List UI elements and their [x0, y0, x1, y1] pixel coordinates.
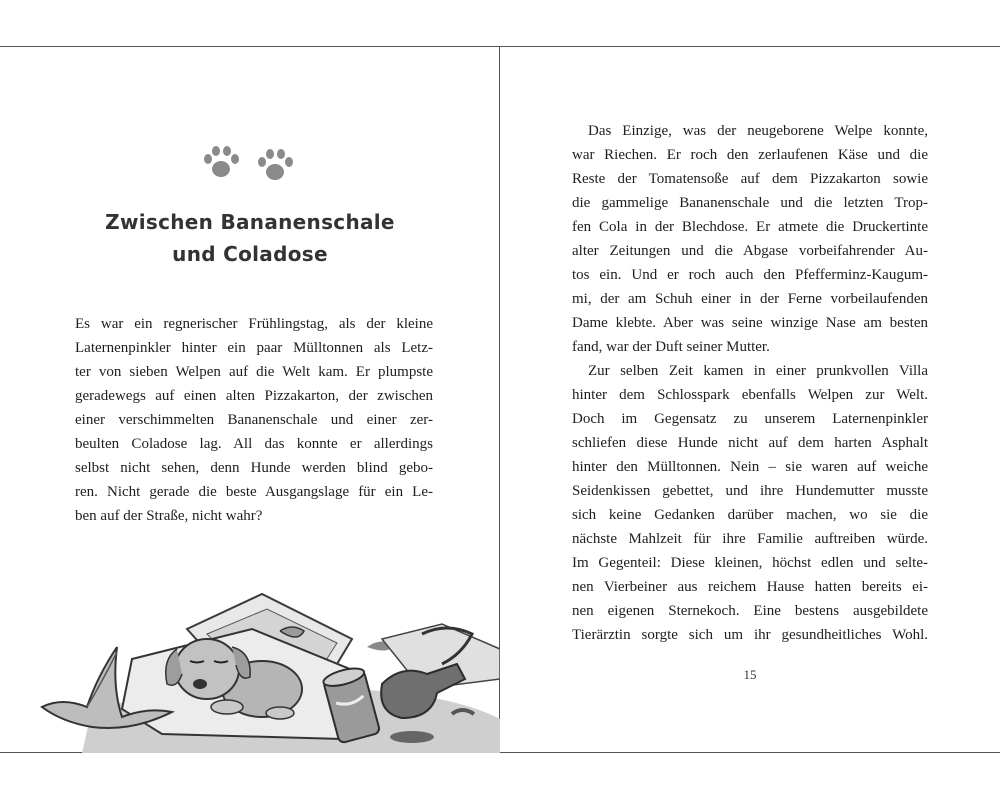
text-line: Laternenpinkler hinter ein paar Mülltonnen als Letz- [75, 340, 433, 356]
book-spread [0, 46, 1000, 753]
text-line: ter von sieben Welpen auf die Welt kam. Er plumpste [75, 364, 433, 380]
text-line: nen Vierbeiner aus reichem Hause hatten bereits ei- [572, 579, 928, 595]
right-page [500, 47, 1000, 752]
chapter-title-line-1: Zwischen Bananenschale [105, 210, 395, 234]
text-line: ben auf der Straße, nicht wahr? [75, 508, 263, 524]
text-line: selbst nicht sehen, denn Hunde werden blind gebo- [75, 460, 433, 476]
page-number: 15 [743, 667, 757, 682]
text-line: mi, der am Schuh einer in der Ferne vorbeilaufenden [572, 291, 928, 307]
text-line: schliefen diese Hunde nicht auf dem harten Asphalt [572, 435, 928, 451]
chapter-title-line-2: und Coladose [172, 242, 328, 266]
text-line: war Riechen. Er roch den zerlaufenen Käse und die [572, 147, 928, 163]
puppy-on-pizza-box-illustration [22, 539, 500, 753]
text-line: Im Gegenteil: Diese kleinen, höchst edlen und selte- [572, 555, 928, 571]
text-line: einer verschimmelten Bananenschale und einer zer- [75, 412, 433, 428]
text-line: geradewegs auf einen alten Pizzakarton, der zwischen [75, 388, 433, 404]
text-line: beulten Coladose lag. All das konnte er allerdings [75, 436, 433, 452]
text-line: Doch im Gegensatz zu unserem Laternenpinkler [572, 411, 928, 427]
text-line: nen eigenen Sternekoch. Eine bestens ausgebildete [572, 603, 928, 619]
text-line: fen Cola in der Blechdose. Er atmete die Druckertinte [572, 219, 928, 235]
text-line: Seidenkissen gebettet, und ihre Hundemutter musste [572, 483, 928, 499]
right-page-text [572, 119, 928, 647]
text-line: Zur selben Zeit kamen in einer prunkvollen Villa [588, 363, 928, 379]
text-line: alter Zeitungen und die Abgase vorbeifahrender Au- [572, 243, 928, 259]
paw-prints-icon [196, 139, 306, 187]
text-line: ren. Nicht gerade die beste Ausgangslage für ein Le- [75, 484, 433, 500]
left-page-text [75, 312, 433, 528]
text-line: fand, war der Duft seiner Mutter. [572, 339, 770, 355]
text-line: Tierärztin sorgte sich um ihr gesundheitliches Wohl. [572, 627, 928, 643]
text-line: Reste der Tomatensoße auf dem Pizzakarton sowie [572, 171, 928, 187]
text-line: Das Einzige, was der neugeborene Welpe konnte, [588, 123, 928, 139]
text-line: hinter den Mülltonnen. Nein – sie waren auf weiche [572, 459, 928, 475]
text-line: Dame klebte. Aber was seine winzige Nase am besten [572, 315, 928, 331]
text-line: tos ein. Und er roch auch den Pfefferminz-Kaugum- [572, 267, 928, 283]
text-line: die gammelige Bananenschale und die letzten Trop- [572, 195, 928, 211]
left-page [0, 47, 500, 752]
text-line: sich keine Gedanken darüber machen, wo sie die [572, 507, 928, 523]
text-line: nächste Mahlzeit für ihre Familie auftreiben würde. [572, 531, 928, 547]
text-line: Es war ein regnerischer Frühlingstag, als der kleine [75, 316, 433, 332]
text-line: hinter dem Schlosspark ebenfalls Welpen zur Welt. [572, 387, 928, 403]
